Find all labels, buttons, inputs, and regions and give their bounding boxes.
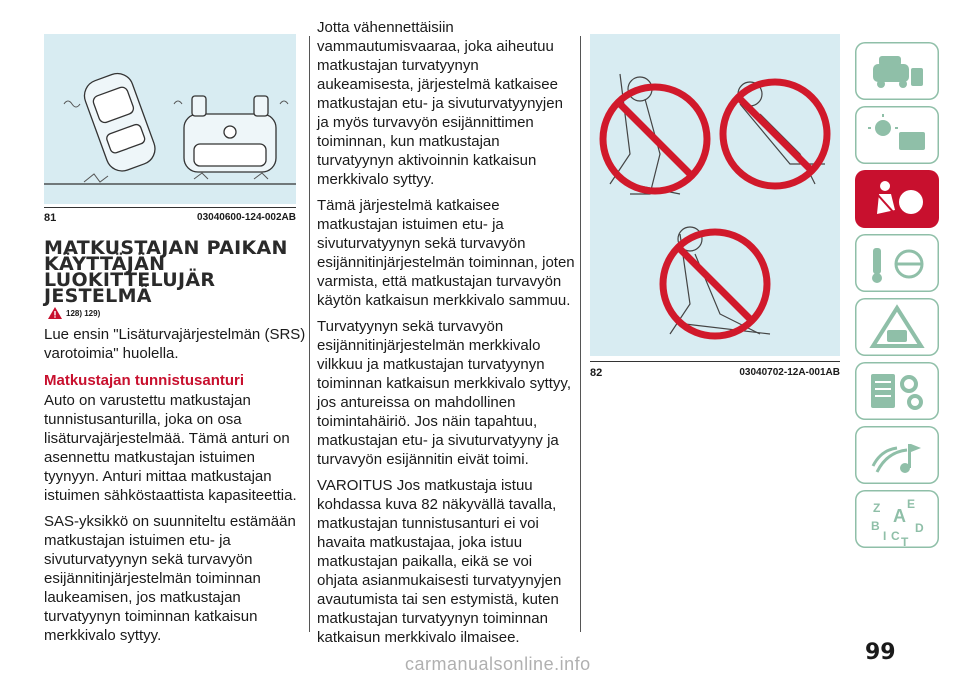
paragraph: VAROITUS Jos matkustaja istuu kohdassa kuva 82 näkyvällä tavalla, matkustajan tunnistusanturi ei voi havaita matkustajaa, joka istuu matkustajan paikalla, eikä se voi ohjata asianmukaisesti turvatyynyjen avautumista tai sen estymistä, kuten matkustajan turvatyynyn toiminnan katkaisun merkkivalo ilmaisee.	[317, 477, 562, 646]
middle-body	[317, 18, 575, 654]
subheading: Matkustajan tunnistusanturi	[44, 372, 245, 389]
key-steering-icon	[855, 234, 939, 292]
svg-text:D: D	[915, 521, 924, 535]
paragraph: Tämä järjestelmä katkaisee matkustajan istuimen etu- ja sivuturvatyynyn sekä turvavyön esijännitinjärjestelmän toiminnan, joten varmista, että matkustajan turvavyön käytön katkaisun merkkivalo sammuu.	[317, 197, 575, 309]
tab-index[interactable]	[855, 490, 939, 548]
figure-81-caption	[44, 212, 296, 224]
svg-text:Z: Z	[873, 501, 881, 515]
paragraph: Jotta vähennettäisiin vammautumisvaaraa, joka aiheutuu matkustajan turvatyynyn aukeamisesta, järjestelmä katkaisee matkustajan etu- ja sivuturvatyynyjen ja myös turvavyön esijännittimen toiminnan, kun matkustajan turvatyynyn aktivoinnin katkaisun merkkivalo syttyy.	[317, 19, 563, 188]
heading-line: LUOKITTELUJÄR	[44, 269, 216, 291]
svg-text:C: C	[891, 529, 900, 543]
figure-82-rule	[590, 361, 840, 362]
multimedia-icon	[855, 426, 939, 484]
paragraph: Turvatyynyn sekä turvavyön esijännitinjärjestelmän merkkivalo vilkkuu ja matkustajan turvatyynyn toiminnan katkaisun merkkivalo syttyy, jos antureissa on mahdollinen toimintahäiriö. Jos näin tapahtuu, matkustajan etu- ja sivuturvatyyny ja turvavyön esijännitin eivät toimi.	[317, 318, 571, 468]
breakdown-triangle-icon	[855, 298, 939, 356]
incorrect-seating-illustration	[590, 34, 840, 356]
svg-text:T: T	[901, 535, 909, 548]
figure-number: 81	[44, 212, 57, 224]
paragraph: Auto on varustettu matkustajan tunnistusanturilla, joka on osa lisäturvajärjestelmää. Tämä anturi on asennettu matkustajan istuimen tyynyyn. Anturi mittaa matkustajan istuimen sähköstaattista kapasiteettia.	[44, 392, 297, 504]
watermark: carmanualsonline.info	[405, 654, 591, 674]
warning-triangle-icon	[48, 307, 62, 319]
warning-lights-icon	[855, 106, 939, 164]
intro-text: Lue ensin "Lisäturvajärjestelmän (SRS) varotoimia" huolella.	[44, 326, 306, 362]
svg-text:B: B	[871, 519, 880, 533]
tab-car-dashboard[interactable]	[855, 42, 939, 100]
warning-refs-text: 128) 129)	[66, 308, 101, 318]
index-letters-icon	[855, 490, 939, 548]
tab-emergency[interactable]	[855, 298, 939, 356]
airbag-seatbelt-icon	[855, 170, 939, 228]
car-dashboard-icon	[855, 42, 939, 100]
column-divider	[580, 36, 581, 632]
intro-paragraph	[44, 325, 306, 370]
tab-starting-driving[interactable]	[855, 234, 939, 292]
warning-references	[48, 307, 100, 319]
heading-line: JESTELMÄ	[44, 285, 152, 307]
maintenance-gears-icon	[855, 362, 939, 420]
paragraph: SAS-yksikkö on suunniteltu estämään matkustajan istuimen etu- ja sivuturvatyynyn sekä turvavyön esijännitinjärjestelmän toiminnan laukeamisen, jos matkustajan turvatyynyn toiminnan katkaisun merkkivalo syttyy.	[44, 513, 296, 644]
tab-maintenance[interactable]	[855, 362, 939, 420]
svg-text:E: E	[907, 497, 916, 511]
heading-line: MATKUSTAJAN PAIKAN	[44, 237, 288, 259]
tab-multimedia[interactable]	[855, 426, 939, 484]
column-divider	[309, 36, 310, 632]
page-number: 99	[865, 640, 896, 665]
section-heading	[44, 237, 304, 307]
figure-code: 03040702-12A-001AB	[739, 367, 840, 378]
tab-safety[interactable]	[855, 170, 939, 228]
figure-number: 82	[590, 367, 603, 379]
figure-code: 03040600-124-002AB	[197, 212, 296, 223]
figure-81-rule	[44, 207, 296, 208]
figure-82-image	[590, 34, 840, 356]
svg-text:A: A	[893, 506, 906, 526]
heading-line: KÄYTTÄJÄN	[44, 253, 166, 275]
tab-warning-lights[interactable]	[855, 106, 939, 164]
vehicle-rollover-illustration	[44, 34, 296, 204]
figure-81-image	[44, 34, 296, 204]
svg-text:I: I	[883, 529, 887, 543]
figure-82-caption	[590, 367, 840, 379]
left-body	[44, 391, 306, 652]
